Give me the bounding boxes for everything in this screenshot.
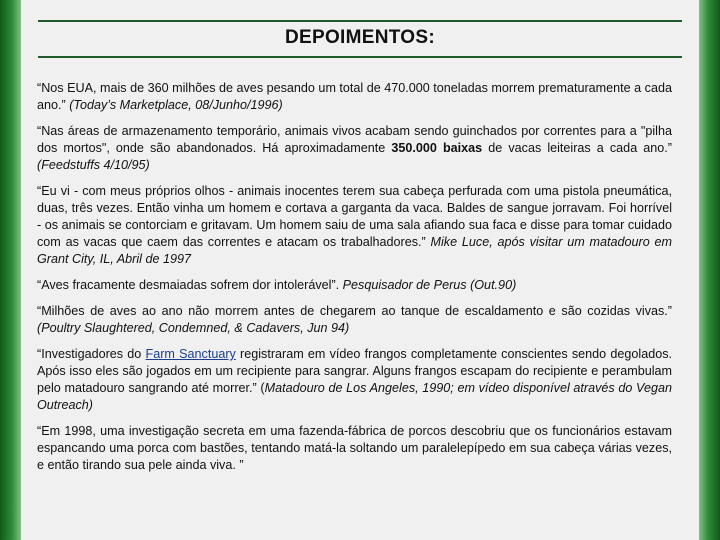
page-title: DEPOIMENTOS:	[285, 27, 435, 48]
title-top-rule	[38, 20, 682, 22]
quote-text: “Eu vi - com meus próprios olhos - animais inocentes terem sua cabeça perfurada com uma pistola pneumática, duas, três vezes. Então vinha um homem e cortava a garganta da vaca. Baldes de sangue jorravam. Foi horrível - os animais se contorciam e gritavam. Um homem saiu de uma sala afiando sua faca e disse para tomar cuidado com as vacas que caem das correntes e atacam os trabalhadores.”	[37, 184, 672, 249]
farm-sanctuary-link[interactable]: Farm Sanctuary	[145, 347, 236, 361]
testimonial-2	[37, 123, 672, 174]
quote-source: (Poultry Slaughtered, Condemned, & Cadavers, Jun 94)	[37, 321, 350, 335]
quote-highlight: 350.000 baixas	[391, 141, 483, 155]
right-decorative-bar	[699, 0, 720, 540]
quote-text: “Nos EUA, mais de 360 milhões de aves pesando um total de 470.000 toneladas morrem prematuramente a cada ano.”	[37, 81, 672, 112]
testimonial-1	[37, 80, 672, 114]
quote-text-continued: de vacas leiteiras a cada ano.”	[482, 141, 672, 155]
testimonial-5	[37, 303, 672, 337]
quote-text: “Investigadores do	[37, 347, 146, 361]
testimonials-list	[37, 80, 672, 483]
quote-text: “Em 1998, uma investigação secreta em uma fazenda-fábrica de porcos descobriu que os funcionários estavam espancando uma porca com bastões, tentando matá-la soltando um paralelepípedo em sua cabeça várias vezes, e então tirando sua pele ainda viva. ”	[37, 424, 672, 472]
quote-text-continued: registraram em vídeo frangos completamente conscientes sendo degolados. Após isso eles são jogados em um recipiente para sangrar. Alguns frangos escapam do recipiente e perambulam pelo matadouro sangrando até morrer.” (	[37, 347, 673, 395]
quote-source: (Feedstuffs 4/10/95)	[37, 158, 150, 172]
left-decorative-bar	[0, 0, 21, 540]
quote-source: Pesquisador de Perus (Out.90)	[342, 278, 517, 292]
quote-text: “Aves fracamente desmaiadas sofrem dor intolerável”.	[37, 278, 343, 292]
testimonial-7	[37, 423, 672, 474]
testimonial-3	[37, 183, 672, 268]
quote-text: “Nas áreas de armazenamento temporário, animais vivos acabam sendo guinchados por correntes para a "pilha dos mortos", onde são abandonados. Há aproximadamente	[37, 124, 672, 155]
testimonial-4	[37, 277, 672, 294]
title-bottom-rule	[38, 56, 682, 58]
quote-source: (Today’s Marketplace, 08/Junho/1996)	[69, 98, 283, 112]
quote-text: “Milhões de aves ao ano não morrem antes de chegarem ao tanque de escaldamento e são cozidas vivas.”	[37, 304, 672, 318]
quote-source: Mike Luce, após visitar um matadouro em Grant City, IL, Abril de 1997	[37, 235, 672, 266]
testimonial-6	[37, 346, 672, 414]
quote-source: Matadouro de Los Angeles, 1990; em vídeo disponível através do Vegan Outreach)	[37, 381, 672, 412]
